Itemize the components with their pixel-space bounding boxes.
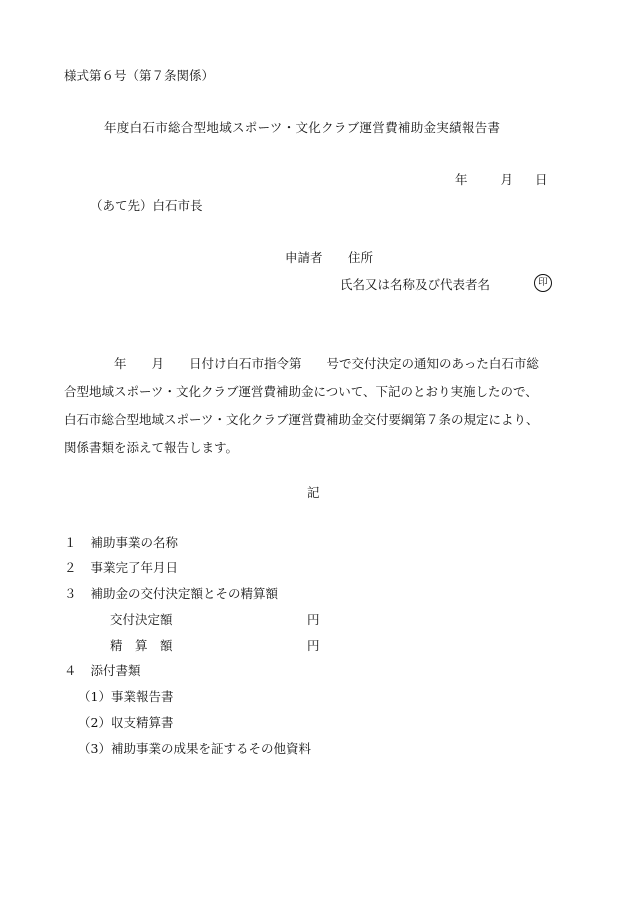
amount-settlement-label: 精 算 額 <box>110 638 173 653</box>
applicant-label: 申請者 <box>285 250 323 265</box>
item-label: 事業完了年月日 <box>90 560 179 575</box>
date-month: 月 <box>500 172 514 187</box>
item-4 <box>64 663 141 679</box>
name-label: 氏名又は名称及び代表者名 <box>340 277 491 292</box>
item-number: ４ <box>64 663 77 678</box>
seal-mark: 印 <box>534 274 552 292</box>
amount-settlement-unit: 円 <box>307 638 320 653</box>
attachment-2: （2）収支精算書 <box>78 715 174 730</box>
date-year: 年 <box>455 172 468 187</box>
form-number: 様式第６号（第７条関係） <box>64 68 215 83</box>
body-line: 年 月 日付け白石市指令第 号で交付決定の通知のあった白石市総 <box>64 356 539 371</box>
ki-heading: 記 <box>307 485 320 500</box>
body-line: 関係書類を添えて報告します。 <box>64 440 239 455</box>
item-number: １ <box>64 535 77 550</box>
item-label: 補助金の交付決定額とその精算額 <box>90 586 279 601</box>
date-line <box>455 172 548 188</box>
item-label: 補助事業の名称 <box>90 535 179 550</box>
body-line: 白石市総合型地域スポーツ・文化クラブ運営費補助金交付要綱第７条の規定により、 <box>64 412 539 427</box>
body-line: 合型地域スポーツ・文化クラブ運営費補助金について、下記のとおり実施したので、 <box>64 384 538 399</box>
addressee: （あて先）白石市長 <box>90 198 203 213</box>
item-number: ３ <box>64 586 77 601</box>
item-label: 添付書類 <box>90 663 141 678</box>
item-number: ２ <box>64 560 77 575</box>
item-2 <box>64 560 178 576</box>
amount-decision-label: 交付決定額 <box>110 612 173 627</box>
date-day: 日 <box>535 172 548 187</box>
attachment-3: （3）補助事業の成果を証するその他資料 <box>78 741 311 756</box>
address-label: 住所 <box>348 250 374 265</box>
document-title: 年度白石市総合型地域スポーツ・文化クラブ運営費補助金実績報告書 <box>104 120 501 135</box>
attachment-1: （1）事業報告書 <box>78 689 174 704</box>
item-3 <box>64 586 278 602</box>
item-1 <box>64 535 178 551</box>
amount-decision-unit: 円 <box>307 612 320 627</box>
report-body <box>64 350 576 462</box>
